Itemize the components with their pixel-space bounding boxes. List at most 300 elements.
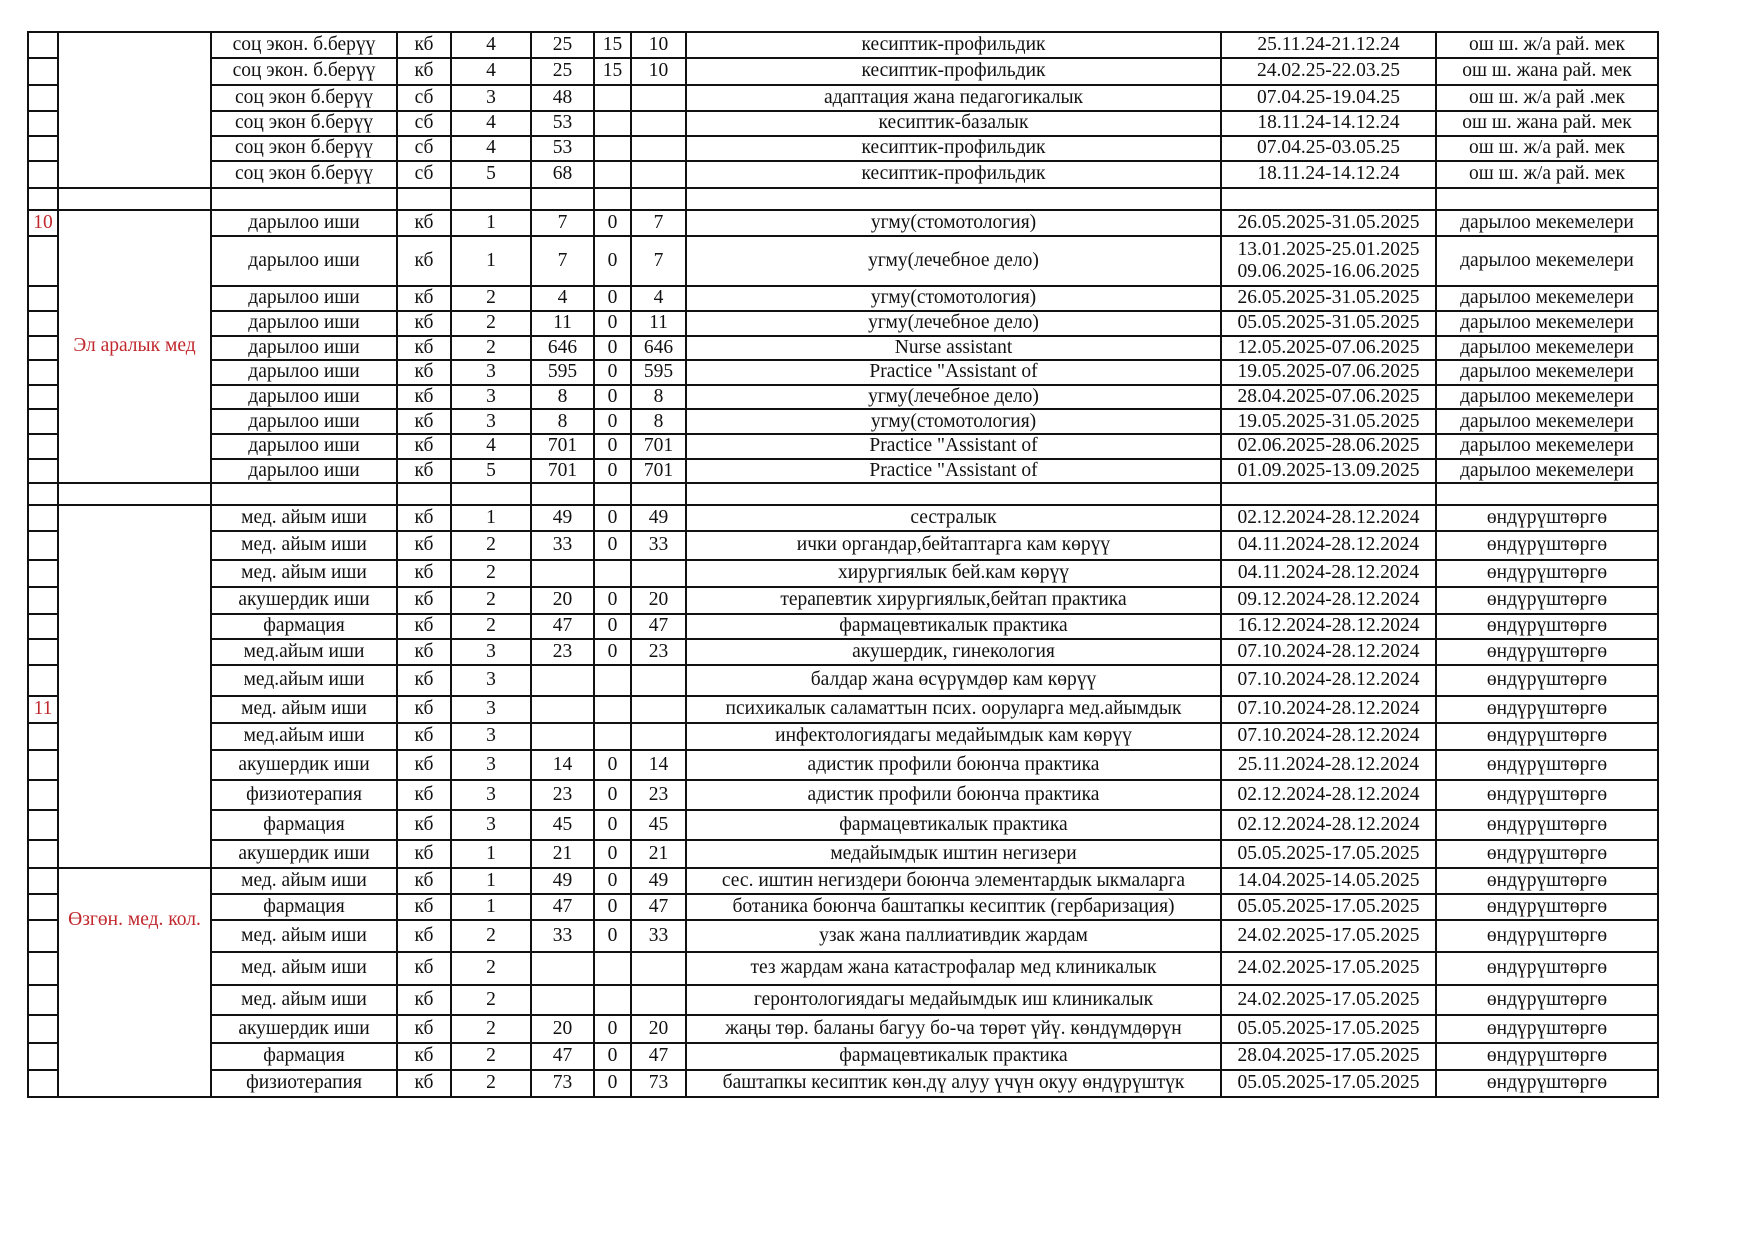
course-cell: 2 <box>451 1043 531 1070</box>
period-cell: 24.02.2025-17.05.2025 <box>1221 985 1436 1015</box>
specialty-cell: соц экон. б.берүү <box>211 58 397 85</box>
place-cell: өндүрүштөргө <box>1436 1043 1658 1070</box>
budget-cell: 45 <box>631 810 686 840</box>
contract-cell: 0 <box>594 920 631 952</box>
form-cell: кб <box>397 32 451 58</box>
place-cell: өндүрүштөргө <box>1436 505 1658 531</box>
specialty-cell: соц экон б.берүү <box>211 161 397 188</box>
period-cell: 04.11.2024-28.12.2024 <box>1221 560 1436 587</box>
row-number-cell <box>28 459 58 483</box>
period-cell: 05.05.2025-17.05.2025 <box>1221 1015 1436 1043</box>
contract-cell: 0 <box>594 505 631 531</box>
period-cell: 07.04.25-19.04.25 <box>1221 85 1436 111</box>
practice-type-cell: угму(стомотология) <box>686 210 1221 236</box>
place-cell: өндүрүштөргө <box>1436 560 1658 587</box>
contract-cell: 0 <box>594 639 631 665</box>
empty-cell <box>631 188 686 210</box>
form-cell: кб <box>397 505 451 531</box>
place-cell: өндүрүштөргө <box>1436 810 1658 840</box>
period-cell: 14.04.2025-14.05.2025 <box>1221 868 1436 894</box>
course-cell: 1 <box>451 236 531 286</box>
table-row <box>28 336 1658 360</box>
row-number-cell <box>28 236 58 286</box>
table-row <box>28 696 1658 723</box>
course-cell: 2 <box>451 1070 531 1097</box>
practice-type-cell: кесиптик-базалык <box>686 111 1221 136</box>
specialty-cell: физиотерапия <box>211 780 397 810</box>
row-number-cell <box>28 587 58 614</box>
contract-cell: 0 <box>594 840 631 868</box>
period-cell: 24.02.25-22.03.25 <box>1221 58 1436 85</box>
row-number-cell <box>28 311 58 336</box>
form-cell: кб <box>397 750 451 780</box>
students-cell: 53 <box>531 136 594 161</box>
table-body <box>28 32 1658 1097</box>
form-cell: кб <box>397 286 451 311</box>
row-number-cell <box>28 723 58 750</box>
specialty-cell: фармация <box>211 614 397 639</box>
practice-type-cell: Nurse assistant <box>686 336 1221 360</box>
practice-type-cell: адаптация жана педагогикалык <box>686 85 1221 111</box>
practice-type-cell: угму(лечебное дело) <box>686 311 1221 336</box>
course-cell: 3 <box>451 780 531 810</box>
budget-cell: 47 <box>631 1043 686 1070</box>
students-cell: 595 <box>531 360 594 384</box>
separator-row <box>28 188 1658 210</box>
table-row <box>28 750 1658 780</box>
contract-cell: 0 <box>594 1043 631 1070</box>
budget-cell: 21 <box>631 840 686 868</box>
specialty-cell: акушердик иши <box>211 840 397 868</box>
row-number-cell <box>28 360 58 384</box>
contract-cell: 0 <box>594 385 631 409</box>
students-cell: 7 <box>531 210 594 236</box>
place-cell: өндүрүштөргө <box>1436 723 1658 750</box>
table-row <box>28 58 1658 85</box>
specialty-cell: мед. айым иши <box>211 985 397 1015</box>
budget-cell <box>631 560 686 587</box>
budget-cell: 23 <box>631 639 686 665</box>
form-cell: кб <box>397 434 451 458</box>
budget-cell: 701 <box>631 459 686 483</box>
budget-cell: 646 <box>631 336 686 360</box>
table-row <box>28 161 1658 188</box>
specialty-cell: дарылоо иши <box>211 286 397 311</box>
students-cell: 7 <box>531 236 594 286</box>
row-number-cell <box>28 1070 58 1097</box>
organization-cell <box>58 32 211 188</box>
students-cell <box>531 696 594 723</box>
empty-cell <box>211 483 397 505</box>
table-row <box>28 210 1658 236</box>
table-row <box>28 985 1658 1015</box>
students-cell: 20 <box>531 1015 594 1043</box>
budget-cell <box>631 111 686 136</box>
specialty-cell: мед. айым иши <box>211 696 397 723</box>
empty-cell <box>28 483 58 505</box>
practice-type-cell: инфектологиядагы медайымдык кам көрүү <box>686 723 1221 750</box>
students-cell: 53 <box>531 111 594 136</box>
specialty-cell: дарылоо иши <box>211 210 397 236</box>
period-cell: 28.04.2025-07.06.2025 <box>1221 385 1436 409</box>
budget-cell <box>631 136 686 161</box>
budget-cell: 33 <box>631 531 686 560</box>
budget-cell <box>631 723 686 750</box>
specialty-cell: фармация <box>211 1043 397 1070</box>
form-cell: кб <box>397 952 451 985</box>
period-cell: 16.12.2024-28.12.2024 <box>1221 614 1436 639</box>
practice-type-cell: терапевтик хирургиялык,бейтап практика <box>686 587 1221 614</box>
course-cell: 4 <box>451 136 531 161</box>
form-cell: кб <box>397 58 451 85</box>
empty-cell <box>397 188 451 210</box>
budget-cell <box>631 985 686 1015</box>
students-cell: 14 <box>531 750 594 780</box>
specialty-cell: дарылоо иши <box>211 409 397 434</box>
specialty-cell: мед. айым иши <box>211 505 397 531</box>
course-cell: 5 <box>451 161 531 188</box>
place-cell: өндүрүштөргө <box>1436 952 1658 985</box>
form-cell: кб <box>397 894 451 920</box>
students-cell: 49 <box>531 505 594 531</box>
contract-cell <box>594 136 631 161</box>
period-cell: 02.12.2024-28.12.2024 <box>1221 810 1436 840</box>
place-cell: өндүрүштөргө <box>1436 614 1658 639</box>
specialty-cell: дарылоо иши <box>211 385 397 409</box>
course-cell: 4 <box>451 111 531 136</box>
course-cell: 4 <box>451 434 531 458</box>
form-cell: кб <box>397 780 451 810</box>
empty-cell <box>58 188 211 210</box>
contract-cell <box>594 161 631 188</box>
table-row <box>28 236 1658 286</box>
place-cell: ош ш. ж/а рай. мек <box>1436 32 1658 58</box>
form-cell: кб <box>397 723 451 750</box>
table-row <box>28 434 1658 458</box>
students-cell: 8 <box>531 409 594 434</box>
students-cell: 21 <box>531 840 594 868</box>
row-number-cell <box>28 1043 58 1070</box>
table-row <box>28 85 1658 111</box>
budget-cell: 14 <box>631 750 686 780</box>
practice-type-cell: угму(лечебное дело) <box>686 385 1221 409</box>
period-cell: 12.05.2025-07.06.2025 <box>1221 336 1436 360</box>
students-cell: 701 <box>531 459 594 483</box>
row-number-cell <box>28 560 58 587</box>
period-cell: 07.10.2024-28.12.2024 <box>1221 696 1436 723</box>
form-cell: кб <box>397 868 451 894</box>
budget-cell: 47 <box>631 894 686 920</box>
row-number-cell <box>28 385 58 409</box>
row-number-cell <box>28 639 58 665</box>
place-cell: өндүрүштөргө <box>1436 920 1658 952</box>
specialty-cell: соц экон. б.берүү <box>211 32 397 58</box>
period-cell: 19.05.2025-31.05.2025 <box>1221 409 1436 434</box>
practice-type-cell: балдар жана өсүрүмдөр кам көрүү <box>686 665 1221 696</box>
contract-cell: 0 <box>594 868 631 894</box>
budget-cell: 33 <box>631 920 686 952</box>
row-number-cell <box>28 894 58 920</box>
row-number-cell <box>28 85 58 111</box>
contract-cell: 15 <box>594 58 631 85</box>
table-row <box>28 665 1658 696</box>
table-row <box>28 840 1658 868</box>
course-cell: 2 <box>451 952 531 985</box>
row-number-cell <box>28 136 58 161</box>
place-cell: ош ш. ж/а рай .мек <box>1436 85 1658 111</box>
course-cell: 4 <box>451 58 531 85</box>
budget-cell: 49 <box>631 505 686 531</box>
contract-cell: 0 <box>594 1015 631 1043</box>
table-row <box>28 560 1658 587</box>
practice-type-cell: Practice "Assistant of <box>686 434 1221 458</box>
period-cell: 24.02.2025-17.05.2025 <box>1221 952 1436 985</box>
row-number-cell <box>28 750 58 780</box>
form-cell: кб <box>397 360 451 384</box>
budget-cell: 701 <box>631 434 686 458</box>
contract-cell <box>594 696 631 723</box>
empty-cell <box>28 188 58 210</box>
course-cell: 4 <box>451 32 531 58</box>
form-cell: кб <box>397 920 451 952</box>
practice-type-cell: сестралык <box>686 505 1221 531</box>
course-cell: 3 <box>451 696 531 723</box>
budget-cell: 595 <box>631 360 686 384</box>
budget-cell: 8 <box>631 409 686 434</box>
contract-cell <box>594 560 631 587</box>
specialty-cell: фармация <box>211 810 397 840</box>
specialty-cell: мед.айым иши <box>211 665 397 696</box>
place-cell: дарылоо мекемелери <box>1436 336 1658 360</box>
period-cell <box>1221 236 1436 286</box>
practice-type-cell: кесиптик-профильдик <box>686 161 1221 188</box>
contract-cell: 0 <box>594 1070 631 1097</box>
course-cell: 3 <box>451 750 531 780</box>
specialty-cell: мед.айым иши <box>211 723 397 750</box>
course-cell: 1 <box>451 210 531 236</box>
place-cell: дарылоо мекемелери <box>1436 409 1658 434</box>
contract-cell: 0 <box>594 614 631 639</box>
row-number-cell <box>28 810 58 840</box>
practice-type-cell: хирургиялык бей.кам көрүү <box>686 560 1221 587</box>
form-cell: кб <box>397 696 451 723</box>
empty-cell <box>594 188 631 210</box>
place-cell: өндүрүштөргө <box>1436 587 1658 614</box>
course-cell: 2 <box>451 587 531 614</box>
row-number-cell <box>28 58 58 85</box>
students-cell: 45 <box>531 810 594 840</box>
form-cell: кб <box>397 665 451 696</box>
row-number-cell <box>28 780 58 810</box>
practice-type-cell: кесиптик-профильдик <box>686 32 1221 58</box>
budget-cell: 47 <box>631 614 686 639</box>
row-number-cell <box>28 665 58 696</box>
row-number-cell <box>28 161 58 188</box>
specialty-cell: мед. айым иши <box>211 560 397 587</box>
row-number-cell <box>28 920 58 952</box>
students-cell: 23 <box>531 780 594 810</box>
empty-cell <box>1221 188 1436 210</box>
place-cell: дарылоо мекемелери <box>1436 286 1658 311</box>
empty-cell <box>1221 483 1436 505</box>
table-row <box>28 531 1658 560</box>
form-cell: кб <box>397 1015 451 1043</box>
period-cell: 07.10.2024-28.12.2024 <box>1221 665 1436 696</box>
form-cell: кб <box>397 311 451 336</box>
period-cell: 05.05.2025-17.05.2025 <box>1221 1070 1436 1097</box>
form-cell: кб <box>397 409 451 434</box>
practice-type-cell: адистик профили боюнча практика <box>686 780 1221 810</box>
practice-type-cell: ички органдар,бейтаптарга кам көрүү <box>686 531 1221 560</box>
form-cell: кб <box>397 810 451 840</box>
specialty-cell: акушердик иши <box>211 1015 397 1043</box>
form-cell: кб <box>397 210 451 236</box>
course-cell: 1 <box>451 868 531 894</box>
form-cell: сб <box>397 85 451 111</box>
contract-cell: 0 <box>594 531 631 560</box>
contract-cell: 0 <box>594 409 631 434</box>
students-cell: 73 <box>531 1070 594 1097</box>
students-cell: 8 <box>531 385 594 409</box>
row-number-cell <box>28 614 58 639</box>
period-cell: 07.10.2024-28.12.2024 <box>1221 639 1436 665</box>
budget-cell: 7 <box>631 236 686 286</box>
specialty-cell: физиотерапия <box>211 1070 397 1097</box>
practice-type-cell: жаңы төр. баланы багуу бо-ча төрөт үйү. көндүмдөрүн <box>686 1015 1221 1043</box>
budget-cell: 20 <box>631 1015 686 1043</box>
course-cell: 2 <box>451 336 531 360</box>
period-cell: 01.09.2025-13.09.2025 <box>1221 459 1436 483</box>
table-row <box>28 952 1658 985</box>
empty-cell <box>451 188 531 210</box>
table-row <box>28 286 1658 311</box>
place-cell: өндүрүштөргө <box>1436 665 1658 696</box>
period-cell: 18.11.24-14.12.24 <box>1221 161 1436 188</box>
contract-cell <box>594 985 631 1015</box>
students-cell: 47 <box>531 614 594 639</box>
place-cell: өндүрүштөргө <box>1436 780 1658 810</box>
place-cell: ош ш. жана рай. мек <box>1436 58 1658 85</box>
row-number-cell <box>28 434 58 458</box>
period-cell: 07.04.25-03.05.25 <box>1221 136 1436 161</box>
students-cell: 20 <box>531 587 594 614</box>
row-number-cell: 10 <box>28 210 58 236</box>
budget-cell <box>631 696 686 723</box>
period-cell: 04.11.2024-28.12.2024 <box>1221 531 1436 560</box>
organization-cell <box>58 505 211 868</box>
practice-type-cell: медайымдык иштин негизери <box>686 840 1221 868</box>
place-cell: өндүрүштөргө <box>1436 639 1658 665</box>
course-cell: 2 <box>451 286 531 311</box>
table-row <box>28 723 1658 750</box>
period-cell: 25.11.2024-28.12.2024 <box>1221 750 1436 780</box>
separator-row <box>28 483 1658 505</box>
contract-cell: 0 <box>594 894 631 920</box>
practice-type-cell: ботаника боюнча баштапкы кесиптик (гербаризация) <box>686 894 1221 920</box>
practice-type-cell: баштапкы кесиптик көн.дү алуу үчүн окуу өндүрүштүк <box>686 1070 1221 1097</box>
students-cell: 68 <box>531 161 594 188</box>
practice-type-cell: кесиптик-профильдик <box>686 58 1221 85</box>
form-cell: кб <box>397 531 451 560</box>
practice-type-cell: фармацевтикалык практика <box>686 810 1221 840</box>
empty-cell <box>397 483 451 505</box>
form-cell: сб <box>397 136 451 161</box>
budget-cell <box>631 161 686 188</box>
budget-cell: 10 <box>631 32 686 58</box>
contract-cell <box>594 952 631 985</box>
place-cell: өндүрүштөргө <box>1436 868 1658 894</box>
practice-type-cell: угму(стомотология) <box>686 286 1221 311</box>
practice-type-cell: тез жардам жана катастрофалар мед клиникалык <box>686 952 1221 985</box>
table-row <box>28 810 1658 840</box>
row-number-cell <box>28 286 58 311</box>
specialty-cell: акушердик иши <box>211 587 397 614</box>
practice-type-cell: фармацевтикалык практика <box>686 1043 1221 1070</box>
organization-cell: Эл аралык мед <box>58 210 211 483</box>
students-cell: 11 <box>531 311 594 336</box>
period-cell: 02.06.2025-28.06.2025 <box>1221 434 1436 458</box>
practice-type-cell: сес. иштин негиздери боюнча элементардык ыкмаларга <box>686 868 1221 894</box>
organization-cell: Өзгөн. мед. кол. <box>58 868 211 1097</box>
period-cell: 07.10.2024-28.12.2024 <box>1221 723 1436 750</box>
table-row <box>28 409 1658 434</box>
contract-cell: 0 <box>594 336 631 360</box>
practice-schedule-table <box>27 31 1659 1098</box>
row-number-cell <box>28 531 58 560</box>
students-cell <box>531 665 594 696</box>
place-cell: өндүрүштөргө <box>1436 696 1658 723</box>
place-cell: өндүрүштөргө <box>1436 985 1658 1015</box>
students-cell: 33 <box>531 531 594 560</box>
empty-cell <box>631 483 686 505</box>
empty-cell <box>58 483 211 505</box>
row-number-cell <box>28 840 58 868</box>
form-cell: кб <box>397 1070 451 1097</box>
place-cell: ош ш. жана рай. мек <box>1436 111 1658 136</box>
practice-type-cell: угму(лечебное дело) <box>686 236 1221 286</box>
place-cell: ош ш. ж/а рай. мек <box>1436 161 1658 188</box>
specialty-cell: акушердик иши <box>211 750 397 780</box>
empty-cell <box>211 188 397 210</box>
contract-cell: 0 <box>594 587 631 614</box>
budget-cell: 11 <box>631 311 686 336</box>
place-cell: өндүрүштөргө <box>1436 840 1658 868</box>
practice-type-cell: угму(стомотология) <box>686 409 1221 434</box>
students-cell: 33 <box>531 920 594 952</box>
course-cell: 2 <box>451 985 531 1015</box>
period-cell: 05.05.2025-17.05.2025 <box>1221 894 1436 920</box>
table-row <box>28 780 1658 810</box>
budget-cell: 23 <box>631 780 686 810</box>
course-cell: 2 <box>451 531 531 560</box>
place-cell: өндүрүштөргө <box>1436 531 1658 560</box>
place-cell: ош ш. ж/а рай. мек <box>1436 136 1658 161</box>
table-row <box>28 32 1658 58</box>
period-cell: 18.11.24-14.12.24 <box>1221 111 1436 136</box>
place-cell: дарылоо мекемелери <box>1436 210 1658 236</box>
place-cell: өндүрүштөргө <box>1436 750 1658 780</box>
budget-cell <box>631 85 686 111</box>
specialty-cell: мед. айым иши <box>211 531 397 560</box>
specialty-cell: дарылоо иши <box>211 311 397 336</box>
table-row <box>28 1070 1658 1097</box>
practice-type-cell: узак жана паллиативдик жардам <box>686 920 1221 952</box>
budget-cell: 4 <box>631 286 686 311</box>
table-row <box>28 111 1658 136</box>
row-number-cell <box>28 1015 58 1043</box>
period-cell: 19.05.2025-07.06.2025 <box>1221 360 1436 384</box>
period-cell: 05.05.2025-17.05.2025 <box>1221 840 1436 868</box>
